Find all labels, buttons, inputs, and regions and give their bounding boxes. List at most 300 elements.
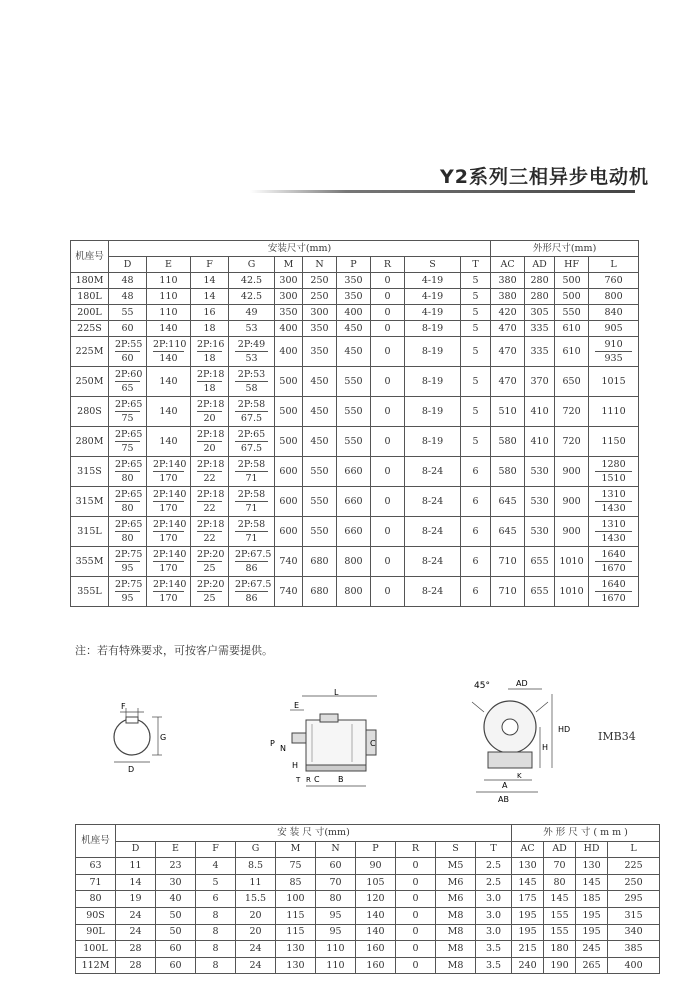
value-cell: 400: [337, 305, 371, 321]
header-m: M: [276, 841, 316, 858]
value-cell: 160: [356, 941, 396, 958]
value-cell: 400: [275, 337, 303, 367]
value-cell: 3.0: [476, 924, 512, 941]
value-cell: 5: [461, 321, 491, 337]
value-cell: 55: [109, 305, 147, 321]
label-k: K: [517, 772, 522, 780]
value-cell: 50: [156, 924, 196, 941]
value-cell: 8-19: [405, 397, 461, 427]
value-cell: 5: [461, 289, 491, 305]
value-cell: 400: [608, 957, 660, 974]
value-cell: 130: [276, 941, 316, 958]
value-cell: 245: [576, 941, 608, 958]
value-cell: 110: [147, 273, 191, 289]
value-cell: 8-19: [405, 321, 461, 337]
value-cell: 5: [461, 367, 491, 397]
value-cell: 115: [276, 924, 316, 941]
header-outline-group: 外 形 尺 寸 ( m m ): [512, 825, 660, 842]
value-cell: 160: [356, 957, 396, 974]
value-cell: 140: [356, 907, 396, 924]
value-cell: 550: [337, 427, 371, 457]
frame-cell: 90L: [76, 924, 116, 941]
value-cell: 500: [555, 273, 589, 289]
value-cell: 100: [276, 891, 316, 908]
value-cell: 2P:58 71: [229, 517, 275, 547]
value-cell: 0: [371, 337, 405, 367]
value-cell: 380: [491, 273, 525, 289]
value-cell: 470: [491, 367, 525, 397]
value-cell: 450: [337, 321, 371, 337]
value-cell: 400: [275, 321, 303, 337]
value-cell: 5: [461, 397, 491, 427]
value-cell: 2P:18 22: [191, 487, 229, 517]
value-cell: 60: [109, 321, 147, 337]
header-r: R: [396, 841, 436, 858]
value-cell: 2P:16 18: [191, 337, 229, 367]
value-cell: 2P:75 95: [109, 547, 147, 577]
value-cell: 8.5: [236, 858, 276, 875]
value-cell: 140: [147, 367, 191, 397]
value-cell: 300: [275, 273, 303, 289]
value-cell: 195: [512, 924, 544, 941]
label-t: T: [296, 776, 301, 784]
value-cell: 2P:60 65: [109, 367, 147, 397]
value-cell: 0: [371, 517, 405, 547]
value-cell: 350: [337, 273, 371, 289]
value-cell: 130: [576, 858, 608, 875]
value-cell: 4-19: [405, 273, 461, 289]
value-cell: 240: [512, 957, 544, 974]
value-cell: 500: [275, 367, 303, 397]
value-cell: 280: [525, 273, 555, 289]
value-cell: 110: [316, 957, 356, 974]
value-cell: 645: [491, 517, 525, 547]
value-cell: 140: [147, 321, 191, 337]
value-cell: 305: [525, 305, 555, 321]
value-cell: 75: [276, 858, 316, 875]
value-cell: 350: [303, 321, 337, 337]
value-cell: 6: [461, 457, 491, 487]
value-cell: 6: [461, 487, 491, 517]
frame-cell: 280M: [71, 427, 109, 457]
value-cell: 95: [316, 924, 356, 941]
value-cell: 105: [356, 874, 396, 891]
value-cell: 28: [116, 957, 156, 974]
value-cell: 2.5: [476, 858, 512, 875]
value-cell: 500: [555, 289, 589, 305]
value-cell: 130: [276, 957, 316, 974]
value-cell: 50: [156, 907, 196, 924]
table-row: [71, 289, 639, 305]
value-cell: M8: [436, 957, 476, 974]
value-cell: 1010: [555, 547, 589, 577]
table-row: [71, 397, 639, 427]
value-cell: 655: [525, 577, 555, 607]
frame-cell: 250M: [71, 367, 109, 397]
label-g: G: [160, 733, 167, 742]
header-f: F: [196, 841, 236, 858]
header-ad: AD: [544, 841, 576, 858]
value-cell: 380: [491, 289, 525, 305]
frame-cell: 112M: [76, 957, 116, 974]
value-cell: 500: [275, 397, 303, 427]
value-cell: 60: [156, 941, 196, 958]
value-cell: 710: [491, 577, 525, 607]
value-cell: 2P:58 71: [229, 457, 275, 487]
value-cell: 265: [576, 957, 608, 974]
value-cell: 23: [156, 858, 196, 875]
table-row: [76, 891, 660, 908]
header-frame: 机座号: [71, 241, 109, 273]
value-cell: 660: [337, 517, 371, 547]
value-cell: 70: [544, 858, 576, 875]
header-ac: AC: [491, 257, 525, 273]
value-cell: 1280 1510: [589, 457, 639, 487]
header-install-group: 安装尺寸(mm): [109, 241, 491, 257]
frame-cell: 63: [76, 858, 116, 875]
value-cell: 5: [461, 305, 491, 321]
label-45deg: 45°: [474, 681, 490, 691]
value-cell: 40: [156, 891, 196, 908]
value-cell: 740: [275, 547, 303, 577]
value-cell: 6: [196, 891, 236, 908]
value-cell: 140: [147, 397, 191, 427]
value-cell: 4-19: [405, 289, 461, 305]
value-cell: 80: [544, 874, 576, 891]
header-l: L: [608, 841, 660, 858]
value-cell: 720: [555, 427, 589, 457]
header-outline-group: 外形尺寸(mm): [491, 241, 639, 257]
value-cell: 600: [275, 487, 303, 517]
frame-cell: 315M: [71, 487, 109, 517]
table-row: [71, 457, 639, 487]
motor-side-view-diagram: [262, 688, 392, 793]
frame-cell: 90S: [76, 907, 116, 924]
value-cell: 550: [303, 487, 337, 517]
table-row: [71, 367, 639, 397]
value-cell: 760: [589, 273, 639, 289]
value-cell: 370: [525, 367, 555, 397]
value-cell: 14: [116, 874, 156, 891]
value-cell: 225: [608, 858, 660, 875]
label-hd: HD: [558, 725, 571, 734]
value-cell: M8: [436, 941, 476, 958]
label-b: B: [338, 775, 344, 784]
value-cell: 0: [371, 487, 405, 517]
table-row: [71, 337, 639, 367]
header-l: L: [589, 257, 639, 273]
value-cell: 905: [589, 321, 639, 337]
label-ac: C: [370, 739, 376, 748]
value-cell: 2P:18 20: [191, 397, 229, 427]
value-cell: 0: [371, 289, 405, 305]
value-cell: 0: [371, 367, 405, 397]
value-cell: 2P:110 140: [147, 337, 191, 367]
value-cell: 4-19: [405, 305, 461, 321]
value-cell: 600: [275, 457, 303, 487]
header-t: T: [476, 841, 512, 858]
table-row: [71, 577, 639, 607]
value-cell: 53: [229, 321, 275, 337]
value-cell: 110: [147, 305, 191, 321]
value-cell: 2P:65 75: [109, 397, 147, 427]
header-r: R: [371, 257, 405, 273]
value-cell: 900: [555, 517, 589, 547]
value-cell: 145: [544, 891, 576, 908]
table-row: [76, 874, 660, 891]
label-c: C: [314, 775, 320, 784]
frame-cell: 315L: [71, 517, 109, 547]
value-cell: M5: [436, 858, 476, 875]
value-cell: 4: [196, 858, 236, 875]
value-cell: 1310 1430: [589, 517, 639, 547]
label-h: H: [292, 761, 299, 770]
value-cell: 20: [236, 907, 276, 924]
value-cell: 2P:65 67.5: [229, 427, 275, 457]
value-cell: 2P:18 22: [191, 517, 229, 547]
value-cell: 0: [371, 547, 405, 577]
value-cell: 2P:140 170: [147, 547, 191, 577]
value-cell: 710: [491, 547, 525, 577]
table-row: [76, 924, 660, 941]
value-cell: 580: [491, 427, 525, 457]
value-cell: 2P:58 71: [229, 487, 275, 517]
value-cell: 510: [491, 397, 525, 427]
value-cell: 840: [589, 305, 639, 321]
header-t: T: [461, 257, 491, 273]
value-cell: 140: [356, 924, 396, 941]
frame-cell: 355M: [71, 547, 109, 577]
value-cell: 3.0: [476, 891, 512, 908]
value-cell: 720: [555, 397, 589, 427]
value-cell: 14: [191, 273, 229, 289]
shaft-section-diagram: [100, 700, 190, 780]
mounting-type-label: IMB34: [598, 730, 636, 743]
value-cell: 16: [191, 305, 229, 321]
label-r: R: [306, 776, 311, 784]
page-title: Y2系列三相异步电动机: [440, 166, 649, 188]
label-p: P: [270, 739, 275, 748]
value-cell: M6: [436, 874, 476, 891]
value-cell: 24: [236, 957, 276, 974]
value-cell: 250: [608, 874, 660, 891]
value-cell: 1010: [555, 577, 589, 607]
value-cell: 450: [337, 337, 371, 367]
value-cell: 655: [525, 547, 555, 577]
value-cell: 2P:18 20: [191, 427, 229, 457]
table-row: [76, 858, 660, 875]
value-cell: 3.5: [476, 941, 512, 958]
value-cell: 60: [316, 858, 356, 875]
value-cell: 8: [196, 924, 236, 941]
label-a: A: [502, 781, 508, 790]
value-cell: 24: [236, 941, 276, 958]
header-d: D: [109, 257, 147, 273]
label-e: E: [294, 701, 300, 710]
value-cell: 1640 1670: [589, 547, 639, 577]
value-cell: 2.5: [476, 874, 512, 891]
value-cell: 410: [525, 427, 555, 457]
value-cell: 800: [589, 289, 639, 305]
value-cell: 550: [337, 367, 371, 397]
label-ab: AB: [498, 795, 509, 804]
table-row: [71, 273, 639, 289]
value-cell: 0: [371, 577, 405, 607]
value-cell: 335: [525, 321, 555, 337]
value-cell: 420: [491, 305, 525, 321]
value-cell: 315: [608, 907, 660, 924]
small-frame-dimension-table: [75, 824, 660, 974]
table-row: [71, 321, 639, 337]
value-cell: 2P:18 18: [191, 367, 229, 397]
value-cell: 900: [555, 487, 589, 517]
value-cell: 15.5: [236, 891, 276, 908]
note-text: 注：若有特殊要求，可按客户需要提供。: [75, 644, 273, 657]
value-cell: 2P:55 60: [109, 337, 147, 367]
value-cell: 450: [303, 427, 337, 457]
value-cell: 60: [156, 957, 196, 974]
header-g: G: [229, 257, 275, 273]
value-cell: 6: [461, 577, 491, 607]
header-n: N: [303, 257, 337, 273]
value-cell: 740: [275, 577, 303, 607]
value-cell: 530: [525, 457, 555, 487]
value-cell: 5: [196, 874, 236, 891]
value-cell: 550: [337, 397, 371, 427]
value-cell: 8: [196, 907, 236, 924]
value-cell: 385: [608, 941, 660, 958]
value-cell: 1640 1670: [589, 577, 639, 607]
value-cell: 550: [303, 517, 337, 547]
value-cell: 140: [147, 427, 191, 457]
frame-cell: 280S: [71, 397, 109, 427]
frame-cell: 71: [76, 874, 116, 891]
value-cell: 660: [337, 457, 371, 487]
value-cell: 195: [512, 907, 544, 924]
value-cell: 0: [371, 427, 405, 457]
table-row: [76, 941, 660, 958]
value-cell: 2P:18 22: [191, 457, 229, 487]
value-cell: 120: [356, 891, 396, 908]
value-cell: 450: [303, 367, 337, 397]
header-n: N: [316, 841, 356, 858]
header-frame: 机座号: [76, 825, 116, 858]
value-cell: 48: [109, 289, 147, 305]
value-cell: 11: [236, 874, 276, 891]
value-cell: 1310 1430: [589, 487, 639, 517]
value-cell: 145: [512, 874, 544, 891]
value-cell: 0: [396, 907, 436, 924]
value-cell: 2P:49 53: [229, 337, 275, 367]
value-cell: 8-24: [405, 547, 461, 577]
table-row: [71, 487, 639, 517]
value-cell: 185: [576, 891, 608, 908]
value-cell: 2P:140 170: [147, 487, 191, 517]
value-cell: 0: [396, 858, 436, 875]
value-cell: 1015: [589, 367, 639, 397]
header-s: S: [405, 257, 461, 273]
table-row: [71, 517, 639, 547]
value-cell: 600: [275, 517, 303, 547]
value-cell: 8-24: [405, 517, 461, 547]
value-cell: 295: [608, 891, 660, 908]
header-d: D: [116, 841, 156, 858]
value-cell: 0: [371, 321, 405, 337]
value-cell: 350: [303, 337, 337, 367]
value-cell: 2P:20 25: [191, 547, 229, 577]
value-cell: 680: [303, 577, 337, 607]
value-cell: 2P:53 58: [229, 367, 275, 397]
value-cell: 30: [156, 874, 196, 891]
value-cell: 800: [337, 577, 371, 607]
value-cell: 2P:20 25: [191, 577, 229, 607]
value-cell: 1150: [589, 427, 639, 457]
value-cell: 0: [371, 457, 405, 487]
value-cell: 180: [544, 941, 576, 958]
value-cell: 530: [525, 517, 555, 547]
value-cell: 250: [303, 273, 337, 289]
motor-front-view-diagram: [462, 672, 590, 804]
value-cell: 910 935: [589, 337, 639, 367]
frame-cell: 225M: [71, 337, 109, 367]
frame-cell: 180L: [71, 289, 109, 305]
value-cell: 650: [555, 367, 589, 397]
value-cell: 610: [555, 337, 589, 367]
value-cell: 0: [371, 397, 405, 427]
value-cell: 85: [276, 874, 316, 891]
value-cell: 155: [544, 907, 576, 924]
value-cell: 0: [371, 273, 405, 289]
value-cell: 3.5: [476, 957, 512, 974]
value-cell: 42.5: [229, 273, 275, 289]
value-cell: 110: [147, 289, 191, 305]
value-cell: 8-24: [405, 457, 461, 487]
value-cell: 800: [337, 547, 371, 577]
value-cell: 2P:140 170: [147, 517, 191, 547]
value-cell: 11: [116, 858, 156, 875]
value-cell: M8: [436, 924, 476, 941]
value-cell: 2P:65 80: [109, 517, 147, 547]
table-row: [71, 547, 639, 577]
value-cell: 280: [525, 289, 555, 305]
header-s: S: [436, 841, 476, 858]
value-cell: 2P:58 67.5: [229, 397, 275, 427]
header-e: E: [147, 257, 191, 273]
value-cell: 49: [229, 305, 275, 321]
value-cell: 6: [461, 517, 491, 547]
value-cell: 2P:67.5 86: [229, 547, 275, 577]
value-cell: 2P:75 95: [109, 577, 147, 607]
value-cell: 550: [555, 305, 589, 321]
value-cell: 0: [396, 874, 436, 891]
value-cell: M8: [436, 907, 476, 924]
value-cell: 215: [512, 941, 544, 958]
value-cell: 0: [396, 957, 436, 974]
frame-cell: 225S: [71, 321, 109, 337]
value-cell: 680: [303, 547, 337, 577]
header-install-group: 安 装 尺 寸(mm): [116, 825, 512, 842]
table-row: [71, 427, 639, 457]
value-cell: 610: [555, 321, 589, 337]
value-cell: 8: [196, 957, 236, 974]
table-row: [76, 957, 660, 974]
label-f: F: [121, 702, 126, 711]
value-cell: 175: [512, 891, 544, 908]
value-cell: 300: [303, 305, 337, 321]
header-g: G: [236, 841, 276, 858]
value-cell: 8-19: [405, 337, 461, 367]
value-cell: 470: [491, 321, 525, 337]
